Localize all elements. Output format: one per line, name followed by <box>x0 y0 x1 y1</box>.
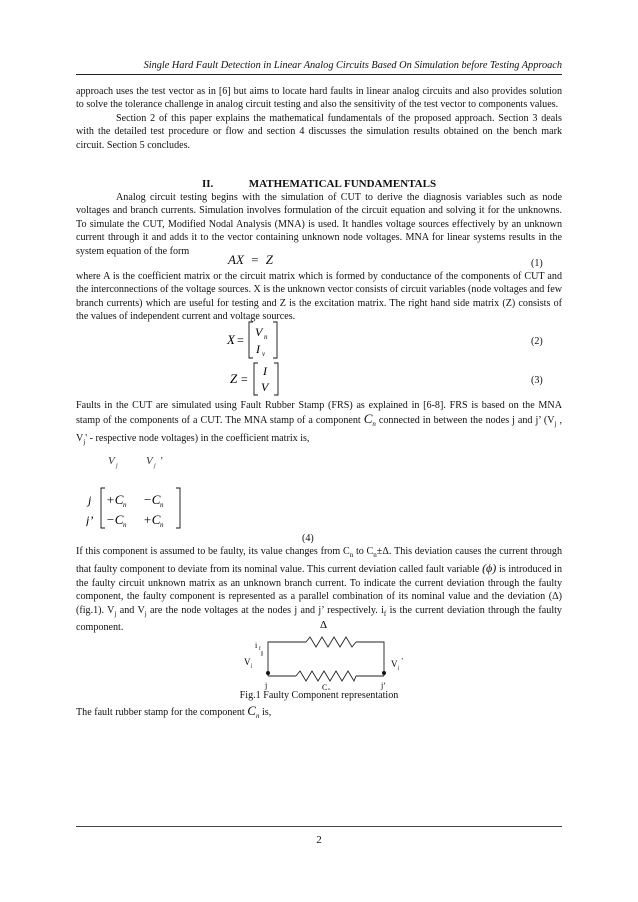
final-paragraph <box>76 704 562 723</box>
p6-sub-n1: n <box>349 551 354 560</box>
eq3-number: (3) <box>531 375 543 386</box>
fig-node-jp <box>382 671 386 675</box>
eq4-col2-sub: j <box>154 463 156 469</box>
p7-text: The fault rubber stamp for the component <box>76 707 245 718</box>
fig-node-j <box>266 671 270 675</box>
mna-paragraph <box>76 191 562 258</box>
fig-if-sub: f <box>259 647 261 652</box>
eq2-bot-sub: v <box>262 350 266 358</box>
eq4-col1-sub: j <box>116 463 118 469</box>
p6-text-c: is introduced in the faulty circuit unknown matrix as an unknown branch current. To indicate the current deviation through the faulty component, the faulty component is represented as a parallel combination of its nominal value and the deviation (Δ) (fig.1). V <box>76 564 563 616</box>
eq3-bot: V <box>261 380 269 394</box>
p6-text-d: are the node voltages at the nodes j and j’ respectively. i <box>150 604 384 616</box>
body-paragraph-4: where A is the coefficient matrix or the circuit matrix which is formed by conductance of the components of CUT and the interconnections of the voltage sources. X is the unknown vector consists of circuit variables (node voltages and few branch currents) which are useful for testing and Z is the excitation matrix. The right hand side matrix (Z) consists of the values of independent current and voltage sources. <box>76 271 562 323</box>
eq4-number: (4) <box>302 533 314 544</box>
figure-caption: Fig.1 Faulty Component representation <box>239 690 399 701</box>
eq4-m21-sub: n <box>123 521 127 529</box>
section-heading <box>76 178 562 190</box>
fig-resistor-cn <box>296 671 356 681</box>
eq4-m11: +C <box>106 492 124 507</box>
p5-sub-j: j <box>554 420 557 429</box>
p6-text-e: is the current deviation through the faulty component. <box>76 604 562 634</box>
eq3-equals: = <box>241 372 248 386</box>
eq2-lhs: X <box>227 332 235 347</box>
p5-comma: , V <box>76 415 562 444</box>
eq4-row1: j <box>88 493 92 507</box>
body-paragraph-3: Analog circuit testing begins with the simulation of CUT to derive the diagnosis variables such as node voltages and branch currents. Simulation involves formulation of the circuit equation and solving it for the unknowns. To simulate the CUT, Modified Nodal Analysis (MNA) is used. It handles voltage sources effectively by an unknown current through it and adds it to the vector containing unknown node voltages. MNA for linear systems results in the system equation of the form <box>76 192 562 257</box>
eq1-equals: = <box>251 252 259 267</box>
p5-text-b: connected in between the nodes j and j’ (V <box>378 415 555 427</box>
p6-sub-f: f <box>383 609 387 618</box>
footer-rule <box>76 826 562 827</box>
p5-text-c: - respective node voltages) in the coefficient matrix is, <box>89 432 310 444</box>
p7-symbol-n: n <box>255 712 260 721</box>
fig-if-label: i <box>255 641 258 650</box>
eq2-top-sub: n <box>264 333 268 341</box>
eq4-m22-sub: n <box>160 521 164 529</box>
fig-resistor-delta <box>306 637 356 647</box>
eq4-m12: −C <box>143 492 161 507</box>
equation-2 <box>225 320 285 360</box>
eq1-lhs: AX <box>228 252 244 267</box>
eq2-number: (2) <box>531 336 543 347</box>
p5-prime: ' <box>85 432 88 444</box>
p6-text-a: If this component is assumed to be faulty, its value changes from C <box>76 546 350 557</box>
eq3-lhs: Z <box>230 371 238 386</box>
section-title: MATHEMATICAL FUNDAMENTALS <box>248 178 437 190</box>
eq4-col2: V <box>146 455 153 467</box>
fig-j-label: j <box>265 681 268 690</box>
fig-vjp-prime: ’ <box>401 657 404 665</box>
fig-vj-sub: j <box>251 664 253 669</box>
frs-paragraph <box>76 399 562 449</box>
p5-symbol-n: n <box>372 420 376 429</box>
running-header: Single Hard Fault Detection in Linear Analog Circuits Based On Simulation before Testing Approach <box>143 60 562 71</box>
eq4-col2-prime: ’ <box>160 456 164 467</box>
page-number: 2 <box>316 834 322 846</box>
p6-text-b: ±Δ. This deviation causes the current through that faulty component to deviate from its nominal value. This current deviation called fault variable <box>76 546 563 576</box>
p5-symbol-c: C <box>363 411 373 427</box>
p6-sub-j: j <box>114 609 117 618</box>
intro-paragraph-2: Section 2 of this paper explains the mathematical fundamentals of the proposed approach. Section 3 deals with the detailed test procedure or flow and section 4 discusses the simulation results obtained on the bench mark circuit. Section 5 concludes. <box>76 112 562 151</box>
eq4-m22: +C <box>143 512 161 527</box>
body-paragraph-5 <box>76 399 562 449</box>
eq4-row2: j’ <box>86 513 94 527</box>
section-number: II. <box>201 178 214 190</box>
eq4-m11-sub: n <box>123 501 127 509</box>
fig-vjp-sub: j <box>398 666 400 671</box>
figure-1-faulty-component <box>236 618 426 690</box>
fig-delta-label: Δ <box>320 619 328 631</box>
fig-wires <box>268 642 384 676</box>
fig-cn-label: C <box>322 683 328 690</box>
matrix-paragraph <box>76 270 562 324</box>
intro-block <box>76 85 562 152</box>
eq1-number: (1) <box>531 258 543 269</box>
p5-sub-jp: j <box>83 437 86 446</box>
eq2-top: V <box>255 325 263 339</box>
p7-is: is, <box>261 707 272 718</box>
p6-sub-jp: j <box>144 609 147 618</box>
eq4-m21: −C <box>106 512 124 527</box>
eq1-rhs: Z <box>265 252 273 267</box>
p7-symbol-c: C <box>247 703 256 718</box>
eq3-top: I <box>263 364 267 378</box>
equation-3 <box>228 361 288 397</box>
eq4-col1: V <box>108 455 115 467</box>
p5-text-a: Faults in the CUT are simulated using Fault Rubber Stamp (FRS) as explained in [6-8]. FRS is based on the MNA stamp of the components of a CUT. The MNA stamp of a component <box>76 400 562 427</box>
equation-1 <box>228 252 273 268</box>
header-rule <box>76 74 562 75</box>
fig-jp-label: j’ <box>381 681 386 690</box>
fig-vjp-label: V <box>391 659 398 669</box>
p6-to: to C <box>353 546 374 557</box>
eq4-m12-sub: n <box>160 501 164 509</box>
p6-and: and V <box>116 604 145 616</box>
p6-sub-n2: n <box>373 551 377 560</box>
fig-vj-label: V <box>244 657 251 667</box>
equation-4 <box>86 450 206 530</box>
intro-paragraph-1: approach uses the test vector as in [6] but aims to locate hard faults in linear analog circuits and also provides solution to solve the tolerance challenge in analog circuit testing and also the sensitivity of the test vector to components values. <box>76 86 562 111</box>
p6-phi: (ϕ) <box>482 561 497 576</box>
eq2-equals: = <box>237 333 244 347</box>
body-paragraph-7 <box>76 704 562 723</box>
eq2-bot: I <box>256 342 260 356</box>
